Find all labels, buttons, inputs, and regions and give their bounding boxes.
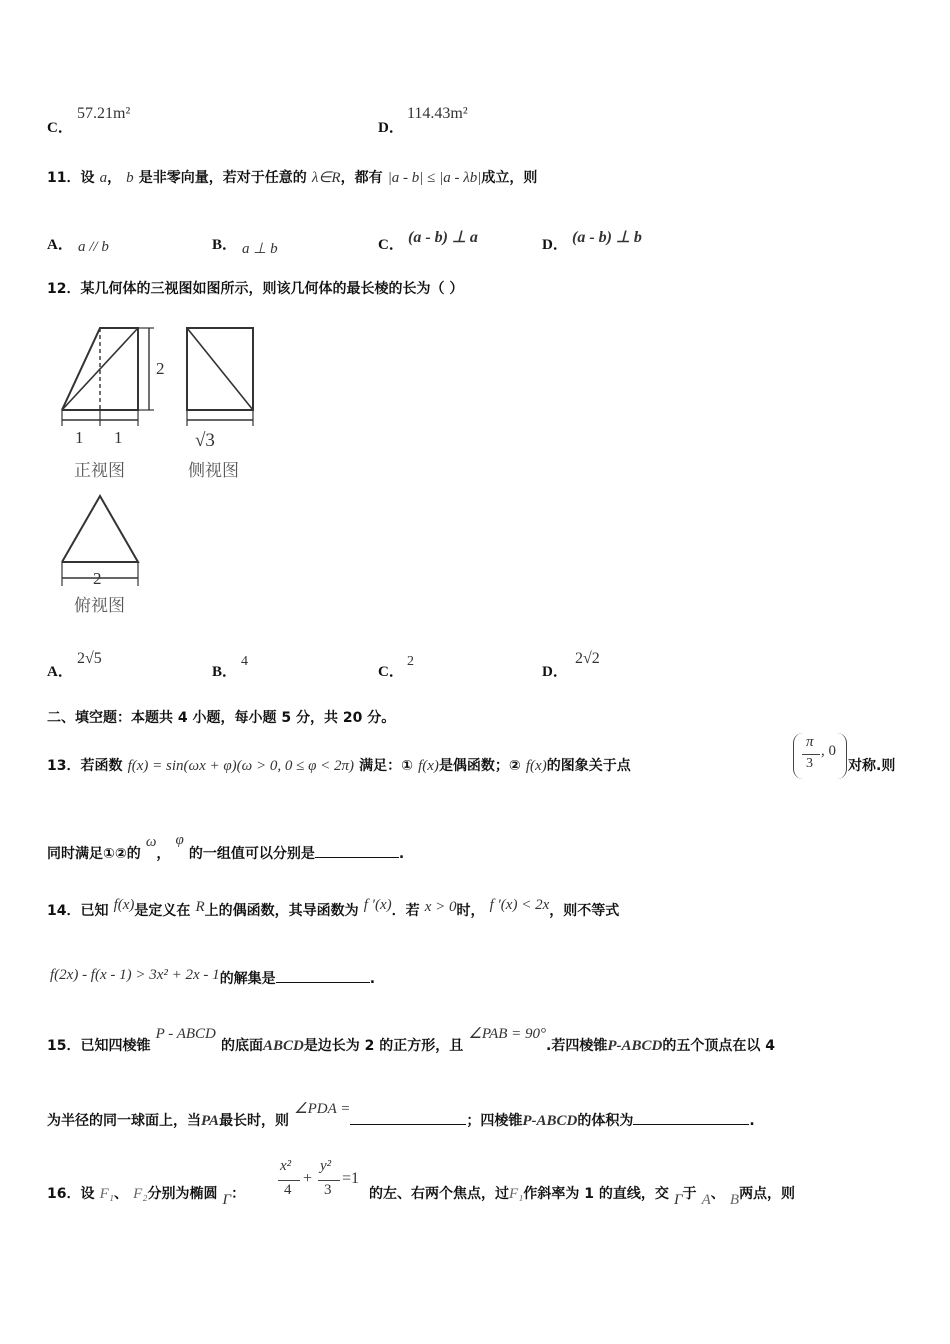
dim-height: 2	[156, 359, 165, 378]
q16-y-numerator: y²	[320, 1158, 332, 1174]
q16-gamma: Γ	[222, 1192, 232, 1208]
q15-end: .	[749, 1113, 755, 1129]
q12-option-c-label: C．	[378, 664, 404, 680]
q15-pa: PA	[201, 1113, 220, 1129]
q15-pabcd: P-ABCD	[607, 1038, 663, 1054]
q11-var-b: b	[126, 170, 134, 186]
q16-gamma-2: Γ	[673, 1192, 683, 1208]
q11-option-c-label: C．	[378, 237, 404, 253]
q14-inequality: f ′(x) < 2x	[489, 897, 550, 913]
q11-inequality: |a - b| ≤ |a - λb|	[387, 170, 482, 186]
q12-option-b-value: 4	[241, 654, 248, 669]
q16-text-b: 分别为椭圆	[147, 1186, 218, 1202]
q14-R: R	[195, 899, 205, 915]
q16-colon: ：	[231, 1186, 246, 1202]
q11-option-a-label: A．	[47, 237, 73, 253]
q12-text: 某几何体的三视图如图所示，则该几何体的最长棱的长为（ ）	[80, 281, 464, 297]
q16-plus: +	[303, 1170, 313, 1187]
q13-fx-1: f(x)	[418, 758, 439, 774]
q15-line2-d: 的体积为	[577, 1113, 634, 1129]
q12-option-b-label: B．	[212, 664, 238, 680]
q11-option-d-label: D．	[542, 237, 568, 253]
q15-line2-b: 最长时，则	[219, 1113, 290, 1129]
q12-option-a-value: 2√5	[77, 650, 102, 667]
q16-number: 16．	[47, 1186, 81, 1202]
front-view-caption: 正视图	[74, 461, 125, 481]
q13-text-b: 满足：①	[359, 758, 414, 774]
q13-fx-2: f(x)	[525, 758, 547, 774]
q13-phi: φ	[175, 832, 184, 848]
q12-number: 12．	[47, 281, 81, 297]
q15-text-d: .若四棱锥	[546, 1038, 608, 1054]
q10-option-d-label: D．	[378, 120, 404, 136]
dim-top: 2	[93, 569, 102, 588]
dim-right: 1	[114, 428, 123, 447]
section-2-title: 二、填空题：本题共 4 小题，每小题 5 分，共 20 分。	[47, 710, 396, 726]
q13-text-a: 若函数	[80, 758, 123, 774]
q14-number: 14．	[47, 903, 81, 919]
q13-comma: ，	[156, 846, 171, 862]
q11-option-c-value: (a - b) ⊥ a	[408, 229, 478, 246]
question-13-line-2	[47, 832, 405, 863]
q15-abcd: ABCD	[262, 1038, 304, 1054]
q14-condition: x > 0	[424, 899, 457, 915]
q14-fprime-x: f ′(x)	[363, 897, 392, 913]
q15-pabcd-2: P-ABCD	[522, 1113, 578, 1129]
q10-option-c-label: C．	[47, 120, 73, 136]
q14-answer-blank[interactable]	[276, 982, 370, 983]
q14-text-a: 已知	[80, 903, 109, 919]
q14-text-d: ．若	[391, 903, 420, 919]
q13-omega: ω	[145, 834, 157, 850]
q16-text-d: 作斜率为 1 的直线，交	[523, 1186, 669, 1202]
q16-B: B	[729, 1192, 740, 1208]
q13-function: f(x) = sin(ωx + φ)(ω > 0, 0 ≤ φ < 2π)	[127, 758, 355, 774]
q11-option-b-value: a ⊥ b	[242, 241, 278, 257]
question-11-stem	[47, 167, 537, 187]
q16-text-e: 于	[682, 1186, 697, 1202]
q15-answer-blank-2[interactable]	[633, 1124, 749, 1125]
q12-option-c-value: 2	[407, 654, 414, 669]
q11-option-b-label: B．	[212, 237, 238, 253]
q14-line2-b: 的解集是	[219, 971, 276, 987]
q15-angle: ∠PAB = 90°	[468, 1026, 547, 1042]
q11-text-c: ，都有	[340, 170, 383, 186]
three-view-figure	[50, 318, 270, 618]
q16-sep-2: 、	[710, 1186, 725, 1202]
q16-text-f: 两点，则	[739, 1186, 796, 1202]
q12-option-d-value: 2√2	[575, 650, 600, 667]
q13-point-tail: , 0	[821, 743, 836, 759]
q15-text-c: 是边长为 2 的正方形，且	[303, 1038, 464, 1054]
q16-y-fraction-bar	[318, 1180, 340, 1181]
q13-end: .	[398, 846, 405, 862]
q14-text-f: ，则不等式	[549, 903, 620, 919]
front-view	[62, 328, 154, 426]
q16-ellipse-equation	[278, 1158, 368, 1208]
q16-x-denominator: 4	[284, 1182, 292, 1198]
top-view-caption: 俯视图	[74, 596, 125, 616]
q16-A: A	[701, 1192, 711, 1208]
q13-text-e: 对称.则	[848, 758, 896, 774]
q11-number: 11．	[47, 170, 81, 186]
q16-f2: F₂	[133, 1186, 148, 1202]
q16-y-denominator: 3	[324, 1182, 332, 1198]
q15-answer-blank-1[interactable]	[350, 1124, 466, 1125]
q14-fx: f(x)	[113, 897, 135, 913]
q13-point-denominator: 3	[806, 756, 813, 771]
q13-point	[793, 733, 847, 779]
q15-pyramid: P - ABCD	[155, 1026, 216, 1042]
q11-var-a: a	[99, 170, 108, 186]
q16-x-numerator: x²	[280, 1158, 292, 1174]
question-16-line-1-tail	[369, 1183, 796, 1208]
dim-left: 1	[75, 428, 84, 447]
q16-text-c: 的左、右两个焦点，过	[369, 1186, 509, 1202]
q10-option-c-value: 57.21m²	[77, 105, 131, 122]
q15-text-b: 的底面	[220, 1038, 263, 1054]
q15-angle-pda: ∠PDA =	[294, 1101, 351, 1117]
q13-answer-blank[interactable]	[315, 857, 399, 858]
q13-text-d: 的图象关于点	[546, 758, 631, 774]
q14-end: .	[369, 971, 376, 987]
q11-text-d: 成立，则	[481, 170, 538, 186]
q14-text-c: 上的偶函数，其导函数为	[204, 903, 359, 919]
q14-inequality-2: f(2x) - f(x - 1) > 3x² + 2x - 1	[50, 967, 220, 983]
q16-sep: 、	[113, 1186, 128, 1202]
q13-point-numerator: π	[806, 734, 814, 750]
q11-text-b: 是非零向量，若对于任意的	[138, 170, 307, 186]
side-view	[187, 328, 253, 426]
q13-text-c: 是偶函数；②	[438, 758, 521, 774]
q12-option-a-label: A．	[47, 664, 73, 680]
q11-comma: ，	[107, 170, 122, 186]
q14-text-e: 时，	[456, 903, 485, 919]
question-12-stem	[47, 278, 463, 298]
q15-number: 15．	[47, 1038, 81, 1054]
q13-line2-b: 的一组值可以分别是	[188, 846, 315, 862]
q11-option-d-value: (a - b) ⊥ b	[572, 229, 642, 246]
q16-rhs: =1	[342, 1170, 360, 1187]
q13-number: 13．	[47, 758, 81, 774]
q12-option-d-label: D．	[542, 664, 568, 680]
q15-text-a: 已知四棱锥	[80, 1038, 151, 1054]
q14-text-b: 是定义在	[134, 903, 191, 919]
q11-option-a-value: a // b	[78, 239, 109, 255]
q13-line2-a: 同时满足①②的	[47, 846, 141, 862]
dim-side: √3	[195, 430, 215, 451]
q10-option-d-value: 114.43m²	[407, 105, 468, 122]
q16-f1-b: F₁	[509, 1186, 524, 1202]
q13-point-fraction-bar	[802, 754, 820, 755]
q15-line2-c: ；四棱锥	[466, 1113, 523, 1129]
side-view-caption: 侧视图	[188, 461, 239, 481]
question-16-line-1	[47, 1183, 246, 1208]
q16-text-a: 设	[80, 1186, 95, 1202]
question-14-line-2	[50, 968, 375, 988]
question-13-line-1	[47, 755, 631, 775]
q11-text-a: 设	[80, 170, 95, 186]
question-14-line-1	[47, 897, 620, 920]
q11-lambda: λ∈R	[311, 170, 341, 186]
q16-f1: F₁	[99, 1186, 114, 1202]
question-15-line-2	[47, 1101, 755, 1130]
question-15-line-1	[47, 1026, 775, 1055]
q15-line2-a: 为半径的同一球面上，当	[47, 1113, 201, 1129]
q15-text-e: 的五个顶点在以 4	[662, 1038, 775, 1054]
q16-x-fraction-bar	[278, 1180, 300, 1181]
